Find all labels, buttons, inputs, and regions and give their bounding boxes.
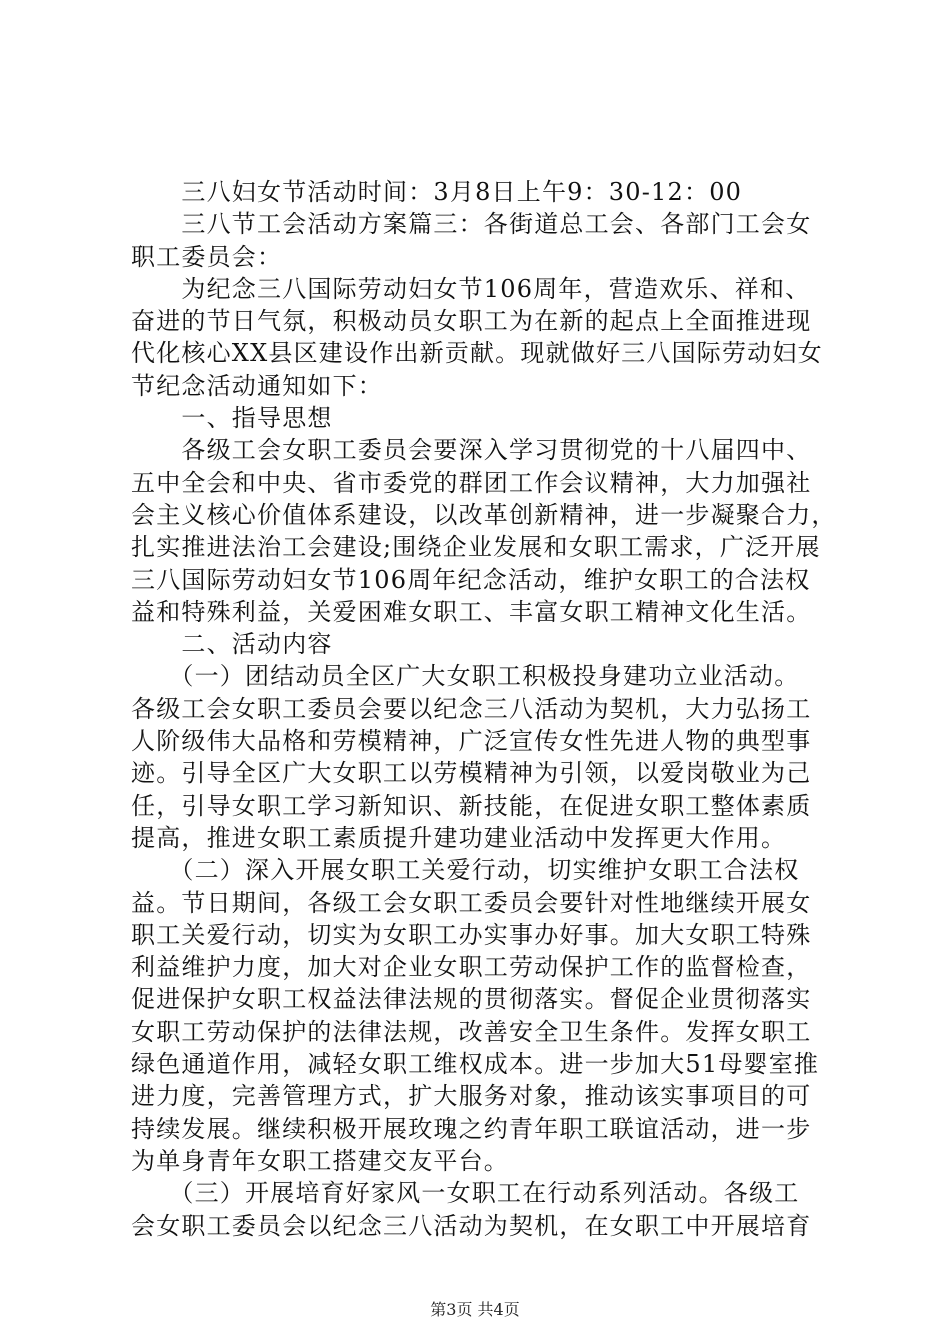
text-line: 提高，推进女职工素质提升建功建业活动中发挥更大作用。 — [131, 823, 787, 852]
text-line: 为单身青年女职工搭建交友平台。 — [131, 1146, 509, 1175]
text-line: 女职工劳动保护的法律法规，改善安全卫生条件。发挥女职工 — [131, 1017, 812, 1046]
section-heading: 二、活动内容 — [131, 630, 333, 659]
text-line: 持续发展。继续积极开展玫瑰之约青年职工联谊活动，进一步 — [131, 1114, 812, 1143]
text-line: 促进保护女职工权益法律法规的贯彻落实。督促企业贯彻落实 — [131, 985, 812, 1014]
text-line: 各级工会女职工委员会要以纪念三八活动为契机，大力弘扬工 — [131, 694, 812, 723]
text-line: 绿色通道作用，减轻女职工维权成本。进一步加大51母婴室推 — [131, 1050, 820, 1079]
text-line: 会女职工委员会以纪念三八活动为契机，在女职工中开展培育 — [131, 1211, 812, 1240]
text-line: 利益维护力度，加大对企业女职工劳动保护工作的监督检查， — [131, 953, 812, 982]
text-line: 迹。引导全区广大女职工以劳模精神为引领，以爱岗敬业为己 — [131, 759, 812, 788]
text-line: 益。节日期间，各级工会女职工委员会要针对性地继续开展女 — [131, 888, 812, 917]
section-heading: 一、指导思想 — [131, 404, 333, 433]
text-line: 会主义核心价值体系建设，以改革创新精神，进一步凝聚合力， — [131, 500, 837, 529]
text-line: 各级工会女职工委员会要深入学习贯彻党的十八届四中、 — [131, 436, 812, 465]
document-body — [131, 176, 837, 1242]
text-line: 为纪念三八国际劳动妇女节106周年，营造欢乐、祥和、 — [131, 274, 811, 303]
text-line: 人阶级伟大品格和劳模精神，广泛宣传女性先进人物的典型事 — [131, 727, 812, 756]
text-line: 进力度，完善管理方式，扩大服务对象，推动该实事项目的可 — [131, 1082, 812, 1111]
text-line: 五中全会和中央、省市委党的群团工作会议精神，大力加强社 — [131, 468, 812, 497]
text-line: 代化核心XX县区建设作出新贡献。现就做好三八国际劳动妇女 — [131, 339, 823, 368]
text-line: （二）深入开展女职工关爱行动，切实维护女职工合法权 — [131, 856, 800, 885]
text-line: （一）团结动员全区广大女职工积极投身建功立业活动。 — [131, 662, 800, 691]
text-line: 奋进的节日气氛，积极动员女职工为在新的起点上全面推进现 — [131, 307, 812, 336]
text-line: 三八国际劳动妇女节106周年纪念活动，维护女职工的合法权 — [131, 565, 811, 594]
text-line: （三）开展培育好家风一女职工在行动系列活动。各级工 — [131, 1179, 800, 1208]
text-line: 三八节工会活动方案篇三：各街道总工会、各部门工会女 — [131, 210, 812, 239]
page-footer — [0, 1300, 950, 1320]
text-line: 益和特殊利益，关爱困难女职工、丰富女职工精神文化生活。 — [131, 597, 812, 626]
text-line: 三八妇女节活动时间：3月8日上午9：30-12：00 — [131, 178, 743, 206]
text-line: 职工关爱行动，切实为女职工办实事办好事。加大女职工特殊 — [131, 920, 812, 949]
page-number-label: 第3页 共4页 — [430, 1300, 520, 1319]
text-line: 任，引导女职工学习新知识、新技能，在促进女职工整体素质 — [131, 791, 812, 820]
text-line: 扎实推进法治工会建设;围绕企业发展和女职工需求，广泛开展 — [131, 533, 821, 562]
text-line: 节纪念活动通知如下： — [131, 371, 383, 400]
text-line: 职工委员会： — [131, 242, 283, 271]
